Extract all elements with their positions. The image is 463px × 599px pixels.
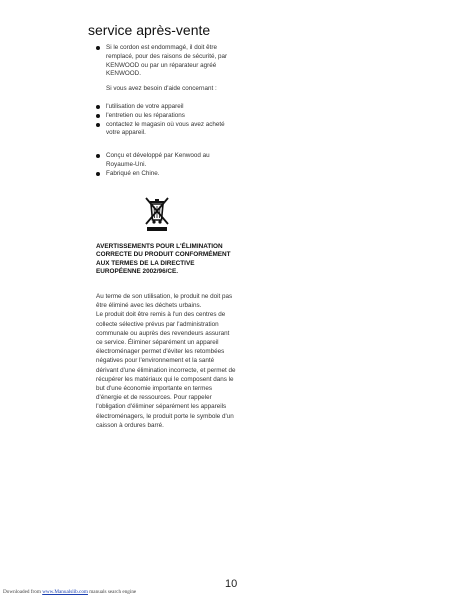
download-footer: Downloaded from www.Manualslib.com manuals search engine <box>3 589 137 595</box>
manualslib-link[interactable]: www.Manualslib.com <box>42 589 88 595</box>
crossed-out-wheeled-bin-icon <box>143 196 171 232</box>
page-number: 10 <box>225 578 238 590</box>
help-intro-text: Si vous avez besoin d'aide concernant : <box>106 85 217 92</box>
origin-item-designed: Conçu et développé par Kenwood au Royaume-Uni. <box>96 152 236 170</box>
bullet-icon <box>96 172 100 176</box>
disposal-paragraph-2: Le produit doit être remis à l'un des centres de collecte sélective prévus par l'administration communale ou auprès des revendeurs assurant ce service. Éliminer séparément un appareil électroménager permet d'éviter les retombées négatives pour l'environnement et la santé dérivant d'une élimination incorrecte, et permet de récupérer les matériaux qui le composent dans le but d'une économie importante en termes d'énergie et de ressources. Pour rappeler l'obligation d'éliminer séparément les appareils électroménagers, le produit porte le symbole d'un caisson à ordures barré. <box>96 311 236 429</box>
bullet-text: Si le cordon est endommagé, il doit être remplacé, pour des raisons de sécurité, par KENWOOD ou par un réparateur agréé KENWOOD. <box>106 44 228 78</box>
disposal-warning-heading: AVERTISSEMENTS POUR L'ÉLIMINATION CORRECTE DU PRODUIT CONFORMÉMENT AUX TERMES DE LA DIRECTIVE EUROPÉENNE 2002/96/CE. <box>96 243 231 276</box>
origin-item-made-in: Fabriqué en Chine. <box>96 170 236 179</box>
disposal-paragraph-1: Au terme de son utilisation, le produit ne doit pas être éliminé avec les déchets urbains. <box>96 293 233 310</box>
help-intro <box>96 85 236 94</box>
bullet-icon <box>96 154 100 158</box>
disposal-warning-body <box>96 292 236 430</box>
section-title: service après-vente <box>88 22 211 38</box>
bullet-icon <box>96 114 100 118</box>
origin-list <box>96 152 236 178</box>
help-list <box>96 103 236 138</box>
bullet-icon <box>96 105 100 109</box>
bullet-icon <box>96 46 100 50</box>
help-item-usage: l'utilisation de votre appareil <box>96 103 236 112</box>
help-item-maintenance: l'entretien ou les réparations <box>96 112 236 121</box>
bullet-icon <box>96 123 100 127</box>
help-item-contact-store: contactez le magasin où vous avez acheté votre appareil. <box>96 121 236 139</box>
cord-safety-block <box>96 44 236 79</box>
bullet-cord-replacement <box>96 44 236 79</box>
